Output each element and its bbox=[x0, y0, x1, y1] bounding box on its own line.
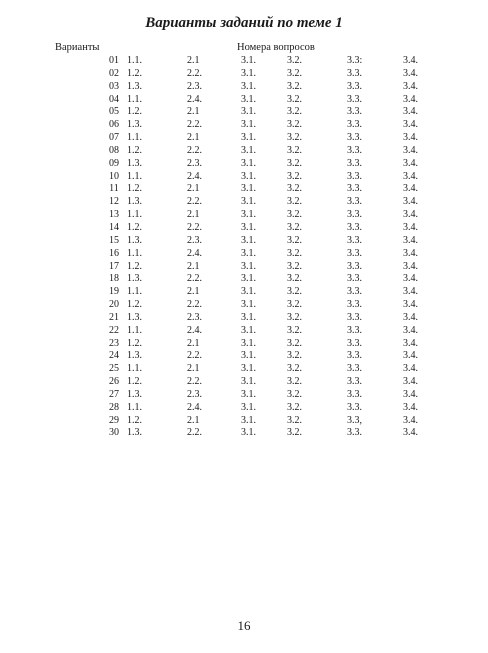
table-row bbox=[55, 338, 443, 351]
question-number: 2.1 bbox=[187, 337, 200, 349]
question-number: 1.1. bbox=[127, 55, 142, 66]
question-number: 1.2. bbox=[127, 106, 142, 118]
question-number: 3.1. bbox=[241, 170, 256, 182]
question-number: 3.1. bbox=[241, 260, 256, 272]
question-number: 3.3. bbox=[347, 196, 362, 208]
table-row bbox=[55, 222, 443, 235]
variant-number bbox=[55, 55, 125, 68]
question-number: 3.2. bbox=[287, 414, 302, 426]
variant-number-text: 12 bbox=[109, 196, 119, 208]
question-number: 3.2. bbox=[287, 247, 302, 259]
question-number: 3.4. bbox=[403, 221, 418, 233]
question-number: 3.1. bbox=[241, 119, 256, 131]
question-number: 2.3. bbox=[187, 234, 202, 246]
question-number: 2.4. bbox=[187, 170, 202, 182]
table-row bbox=[55, 132, 443, 145]
question-number: 2.2. bbox=[187, 427, 202, 439]
variant-number-text: 23 bbox=[109, 337, 119, 349]
variant-number-text: 26 bbox=[109, 376, 119, 388]
question-number: 3.3, bbox=[347, 414, 362, 426]
question-number: 3.3. bbox=[347, 376, 362, 388]
question-number: 3.4. bbox=[403, 183, 418, 195]
question-number: 3.4. bbox=[403, 376, 418, 388]
variant-number bbox=[55, 132, 125, 145]
question-number: 3.3. bbox=[347, 234, 362, 246]
question-number: 1.1. bbox=[127, 170, 142, 182]
question-number: 3.4. bbox=[403, 363, 418, 375]
question-number: 2.2. bbox=[187, 221, 202, 233]
question-number: 3.2. bbox=[287, 221, 302, 233]
variant-number-text: 14 bbox=[109, 221, 119, 233]
variant-number bbox=[55, 338, 125, 351]
question-number: 3.1. bbox=[241, 401, 256, 413]
table-row bbox=[55, 350, 443, 363]
variant-number bbox=[55, 235, 125, 248]
question-number: 3.2. bbox=[287, 144, 302, 156]
question-number: 3.1. bbox=[241, 55, 256, 66]
page-title: Варианты заданий по теме 1 bbox=[145, 15, 343, 31]
question-number: 2.2. bbox=[187, 273, 202, 285]
variant-number bbox=[55, 389, 125, 402]
question-number: 3.2. bbox=[287, 80, 302, 92]
question-number: 3.1. bbox=[241, 324, 256, 336]
question-number: 1.2. bbox=[127, 144, 142, 156]
question-number: 2.3. bbox=[187, 80, 202, 92]
question-number: 3.4. bbox=[403, 80, 418, 92]
question-number: 3.4. bbox=[403, 157, 418, 169]
table-row bbox=[55, 196, 443, 209]
question-number: 3.4. bbox=[403, 286, 418, 298]
question-number: 3.3. bbox=[347, 170, 362, 182]
question-number: 1.3. bbox=[127, 234, 142, 246]
variant-number bbox=[55, 299, 125, 312]
question-number: 3.4. bbox=[403, 234, 418, 246]
question-number: 3.2. bbox=[287, 234, 302, 246]
question-number: 3.3. bbox=[347, 157, 362, 169]
question-number: 2.4. bbox=[187, 93, 202, 105]
table-row bbox=[55, 261, 443, 274]
question-number: 1.2. bbox=[127, 376, 142, 388]
table-row bbox=[55, 55, 443, 68]
table-row bbox=[55, 235, 443, 248]
question-number: 3.1. bbox=[241, 209, 256, 221]
variant-number-text: 25 bbox=[109, 363, 119, 375]
variant-number-text: 03 bbox=[109, 80, 119, 92]
question-number: 3.1. bbox=[241, 247, 256, 259]
question-number: 3.3. bbox=[347, 144, 362, 156]
question-number: 3.3. bbox=[347, 311, 362, 323]
question-number: 3.4. bbox=[403, 106, 418, 118]
question-number: 3.3. bbox=[347, 337, 362, 349]
question-number: 3.1. bbox=[241, 144, 256, 156]
variant-number-text: 30 bbox=[109, 427, 119, 439]
question-number: 3.3. bbox=[347, 350, 362, 362]
question-number: 1.1. bbox=[127, 286, 142, 298]
question-number: 3.1. bbox=[241, 67, 256, 79]
question-number: 1.1. bbox=[127, 401, 142, 413]
question-number: 3.1. bbox=[241, 106, 256, 118]
question-number: 3.1. bbox=[241, 286, 256, 298]
question-number: 3.4. bbox=[403, 260, 418, 272]
question-number: 3.1. bbox=[241, 376, 256, 388]
question-number: 3.3. bbox=[347, 183, 362, 195]
question-number: 1.2. bbox=[127, 67, 142, 79]
variants-table bbox=[55, 55, 443, 440]
variant-number bbox=[55, 325, 125, 338]
question-number: 1.2. bbox=[127, 260, 142, 272]
header-questions: Номера вопросов bbox=[237, 42, 315, 53]
variant-number-text: 27 bbox=[109, 388, 119, 400]
variant-number bbox=[55, 145, 125, 158]
question-number: 2.1 bbox=[187, 209, 200, 221]
table-row bbox=[55, 299, 443, 312]
variant-number-text: 21 bbox=[109, 311, 119, 323]
question-number: 1.1. bbox=[127, 247, 142, 259]
question-number: 3.3. bbox=[347, 119, 362, 131]
variant-number bbox=[55, 68, 125, 81]
question-number: 2.1 bbox=[187, 183, 200, 195]
question-number: 3.1. bbox=[241, 132, 256, 144]
variant-number-text: 28 bbox=[109, 401, 119, 413]
question-number: 2.2. bbox=[187, 144, 202, 156]
variant-number-text: 16 bbox=[109, 247, 119, 259]
question-number: 1.3. bbox=[127, 350, 142, 362]
question-number: 2.2. bbox=[187, 350, 202, 362]
question-number: 3.4. bbox=[403, 273, 418, 285]
question-number: 3.2. bbox=[287, 93, 302, 105]
variant-number-text: 17 bbox=[109, 260, 119, 272]
table-row bbox=[55, 94, 443, 107]
table-row bbox=[55, 119, 443, 132]
question-number: 3.2. bbox=[287, 67, 302, 79]
question-number: 1.1. bbox=[127, 93, 142, 105]
variant-number bbox=[55, 427, 125, 440]
question-number: 3.4. bbox=[403, 427, 418, 439]
question-number: 1.3. bbox=[127, 80, 142, 92]
question-number: 3.1. bbox=[241, 299, 256, 311]
header-variants: Варианты bbox=[55, 42, 100, 53]
question-number: 3.1. bbox=[241, 427, 256, 439]
variant-number-text: 05 bbox=[109, 106, 119, 118]
question-number: 3.3. bbox=[347, 427, 362, 439]
variant-number bbox=[55, 273, 125, 286]
variant-number-text: 18 bbox=[109, 273, 119, 285]
question-number: 3.4. bbox=[403, 337, 418, 349]
variant-number bbox=[55, 376, 125, 389]
variant-number bbox=[55, 248, 125, 261]
question-number: 2.1 bbox=[187, 132, 200, 144]
question-number: 3.2. bbox=[287, 183, 302, 195]
question-number: 3.3. bbox=[347, 324, 362, 336]
table-row bbox=[55, 402, 443, 415]
variant-number-text: 15 bbox=[109, 234, 119, 246]
question-number: 2.1 bbox=[187, 363, 200, 375]
question-number: 1.1. bbox=[127, 132, 142, 144]
question-number: 3.4. bbox=[403, 144, 418, 156]
variant-number-text: 22 bbox=[109, 324, 119, 336]
question-number: 3.2. bbox=[287, 157, 302, 169]
question-number: 2.1 bbox=[187, 286, 200, 298]
question-number: 3.2. bbox=[287, 209, 302, 221]
variant-number bbox=[55, 415, 125, 428]
table-row bbox=[55, 427, 443, 440]
variant-number bbox=[55, 222, 125, 235]
question-number: 3.3. bbox=[347, 209, 362, 221]
question-number: 3.3. bbox=[347, 273, 362, 285]
question-number: 2.3. bbox=[187, 388, 202, 400]
question-number: 3.1. bbox=[241, 234, 256, 246]
question-number: 3.3. bbox=[347, 221, 362, 233]
question-number: 3.2. bbox=[287, 260, 302, 272]
question-number: 3.3. bbox=[347, 363, 362, 375]
question-number: 3.4. bbox=[403, 311, 418, 323]
question-number: 1.1. bbox=[127, 363, 142, 375]
question-number: 3.4. bbox=[403, 247, 418, 259]
question-number: 3.4. bbox=[403, 132, 418, 144]
variant-number-text: 02 bbox=[109, 67, 119, 79]
question-number: 3.3. bbox=[347, 67, 362, 79]
question-number: 3.4. bbox=[403, 55, 418, 66]
question-number: 1.3. bbox=[127, 311, 142, 323]
question-number: 1.3. bbox=[127, 119, 142, 131]
question-number: 3.2. bbox=[287, 427, 302, 439]
table-row bbox=[55, 209, 443, 222]
question-number: 3.3. bbox=[347, 388, 362, 400]
question-number: 3.1. bbox=[241, 350, 256, 362]
variant-number bbox=[55, 183, 125, 196]
variant-number bbox=[55, 106, 125, 119]
question-number: 2.3. bbox=[187, 311, 202, 323]
question-number: 3.4. bbox=[403, 209, 418, 221]
variant-number-text: 07 bbox=[109, 132, 119, 144]
question-number: 3.2. bbox=[287, 337, 302, 349]
question-number: 2.2. bbox=[187, 299, 202, 311]
question-number: 3.4. bbox=[403, 93, 418, 105]
question-number: 3.1. bbox=[241, 80, 256, 92]
question-number: 3.4. bbox=[403, 401, 418, 413]
variant-number-text: 20 bbox=[109, 299, 119, 311]
question-number: 2.3. bbox=[187, 157, 202, 169]
question-number: 3.2. bbox=[287, 363, 302, 375]
question-number: 3.1. bbox=[241, 273, 256, 285]
question-number: 3.1. bbox=[241, 183, 256, 195]
question-number: 3.3. bbox=[347, 260, 362, 272]
table-row bbox=[55, 183, 443, 196]
question-number: 3.1. bbox=[241, 93, 256, 105]
variant-number-text: 01 bbox=[109, 55, 119, 66]
question-number: 3.2. bbox=[287, 350, 302, 362]
question-number: 3.4. bbox=[403, 350, 418, 362]
question-number: 3.2. bbox=[287, 106, 302, 118]
variant-number bbox=[55, 363, 125, 376]
question-number: 2.4. bbox=[187, 247, 202, 259]
question-number: 2.4. bbox=[187, 401, 202, 413]
table-row bbox=[55, 286, 443, 299]
question-number: 3.1. bbox=[241, 388, 256, 400]
question-number: 2.1 bbox=[187, 106, 200, 118]
question-number: 3.2. bbox=[287, 273, 302, 285]
question-number: 3.4. bbox=[403, 67, 418, 79]
variant-number-text: 24 bbox=[109, 350, 119, 362]
question-number: 3.3. bbox=[347, 80, 362, 92]
table-row bbox=[55, 273, 443, 286]
variant-number bbox=[55, 158, 125, 171]
question-number: 3.1. bbox=[241, 414, 256, 426]
table-row bbox=[55, 312, 443, 325]
question-number: 3.2. bbox=[287, 388, 302, 400]
table-row bbox=[55, 145, 443, 158]
question-number: 3.3: bbox=[347, 55, 363, 66]
variant-number-text: 04 bbox=[109, 93, 119, 105]
question-number: 2.2. bbox=[187, 376, 202, 388]
question-number: 1.2. bbox=[127, 221, 142, 233]
variant-number-text: 13 bbox=[109, 209, 119, 221]
question-number: 3.4. bbox=[403, 196, 418, 208]
variant-number bbox=[55, 402, 125, 415]
variant-number bbox=[55, 196, 125, 209]
question-number: 3.3. bbox=[347, 132, 362, 144]
question-number: 3.1. bbox=[241, 337, 256, 349]
question-number: 3.3. bbox=[347, 299, 362, 311]
question-number: 3.1. bbox=[241, 221, 256, 233]
variant-number-text: 09 bbox=[109, 157, 119, 169]
question-number: 3.2. bbox=[287, 401, 302, 413]
question-number: 3.2. bbox=[287, 170, 302, 182]
table-row bbox=[55, 415, 443, 428]
question-number: 2.2. bbox=[187, 67, 202, 79]
table-row bbox=[55, 248, 443, 261]
question-number: 1.2. bbox=[127, 414, 142, 426]
variant-number bbox=[55, 350, 125, 363]
question-number: 1.2. bbox=[127, 337, 142, 349]
variant-number-text: 08 bbox=[109, 144, 119, 156]
variant-number bbox=[55, 119, 125, 132]
question-number: 1.2. bbox=[127, 183, 142, 195]
variant-number bbox=[55, 171, 125, 184]
question-number: 1.1. bbox=[127, 324, 142, 336]
question-number: 3.3. bbox=[347, 247, 362, 259]
question-number: 2.2. bbox=[187, 196, 202, 208]
question-number: 1.2. bbox=[127, 299, 142, 311]
variant-number bbox=[55, 312, 125, 325]
table-row bbox=[55, 81, 443, 94]
question-number: 2.2. bbox=[187, 119, 202, 131]
question-number: 3.3. bbox=[347, 401, 362, 413]
question-number: 1.1. bbox=[127, 209, 142, 221]
question-number: 1.3. bbox=[127, 427, 142, 439]
variant-number bbox=[55, 261, 125, 274]
variant-number bbox=[55, 94, 125, 107]
variant-number bbox=[55, 81, 125, 94]
question-number: 3.4. bbox=[403, 388, 418, 400]
question-number: 3.4. bbox=[403, 299, 418, 311]
question-number: 2.4. bbox=[187, 324, 202, 336]
question-number: 3.1. bbox=[241, 196, 256, 208]
table-row bbox=[55, 389, 443, 402]
question-number: 3.4. bbox=[403, 119, 418, 131]
table-row bbox=[55, 158, 443, 171]
question-number: 3.2. bbox=[287, 376, 302, 388]
variant-number-text: 06 bbox=[109, 119, 119, 131]
question-number: 3.2. bbox=[287, 132, 302, 144]
page-number: 16 bbox=[237, 618, 251, 633]
question-number: 1.3. bbox=[127, 196, 142, 208]
variant-number-text: 19 bbox=[109, 286, 119, 298]
variant-number-text: 11 bbox=[109, 183, 119, 195]
table-row bbox=[55, 171, 443, 184]
question-number: 1.3. bbox=[127, 388, 142, 400]
question-number: 3.2. bbox=[287, 299, 302, 311]
question-number: 3.4. bbox=[403, 324, 418, 336]
question-number: 3.3. bbox=[347, 93, 362, 105]
question-number: 3.3. bbox=[347, 106, 362, 118]
question-number: 2.1 bbox=[187, 414, 200, 426]
table-row bbox=[55, 363, 443, 376]
question-number: 2.1 bbox=[187, 55, 200, 66]
question-number: 2.1 bbox=[187, 260, 200, 272]
question-number: 3.4. bbox=[403, 414, 418, 426]
variant-number-text: 29 bbox=[109, 414, 119, 426]
question-number: 3.2. bbox=[287, 311, 302, 323]
question-number: 3.3. bbox=[347, 286, 362, 298]
question-number: 3.1. bbox=[241, 157, 256, 169]
question-number: 1.3. bbox=[127, 157, 142, 169]
question-number: 3.2. bbox=[287, 55, 302, 66]
question-number: 1.3. bbox=[127, 273, 142, 285]
question-number: 3.2. bbox=[287, 286, 302, 298]
variant-number bbox=[55, 286, 125, 299]
table-row bbox=[55, 376, 443, 389]
question-number: 3.2. bbox=[287, 324, 302, 336]
table-row bbox=[55, 106, 443, 119]
question-number: 3.1. bbox=[241, 311, 256, 323]
question-number: 3.4. bbox=[403, 170, 418, 182]
table-row bbox=[55, 325, 443, 338]
table-row bbox=[55, 68, 443, 81]
question-number: 3.1. bbox=[241, 363, 256, 375]
question-number: 3.2. bbox=[287, 196, 302, 208]
variant-number-text: 10 bbox=[109, 170, 119, 182]
variant-number bbox=[55, 209, 125, 222]
question-number: 3.2. bbox=[287, 119, 302, 131]
